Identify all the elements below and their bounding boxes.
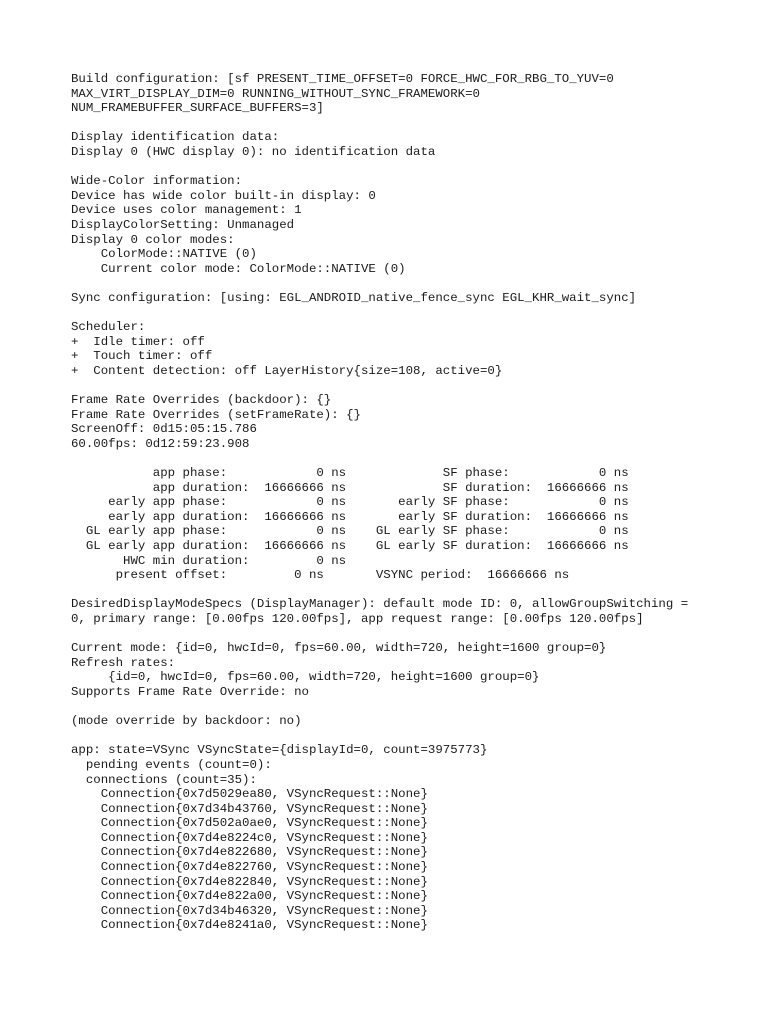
text-line: ScreenOff: 0d15:05:15.786 (71, 422, 257, 437)
text-line: Current mode: {id=0, hwcId=0, fps=60.00, width=720, height=1600 group=0} (71, 641, 607, 656)
text-line: Display identification data: (71, 130, 280, 145)
text-line: Display 0 (HWC display 0): no identification data (71, 144, 436, 159)
text-line: Current color mode: ColorMode::NATIVE (0) (71, 261, 406, 276)
text-line: + Idle timer: off (71, 334, 205, 349)
text-line: GL early app phase: 0 ns GL early SF phase: 0 ns (71, 524, 629, 539)
dumpsys-text-block (71, 72, 688, 933)
text-line: Frame Rate Overrides (backdoor): {} (71, 393, 332, 408)
text-line: Connection{0x7d4e8224c0, VSyncRequest::None} (71, 830, 428, 845)
text-line: Connection{0x7d34b43760, VSyncRequest::None} (71, 801, 428, 816)
text-line: ColorMode::NATIVE (0) (71, 247, 257, 262)
text-line: early app duration: 16666666 ns early SF duration: 16666666 ns (71, 509, 629, 524)
text-line: Scheduler: (71, 320, 146, 335)
text-line: GL early app duration: 16666666 ns GL early SF duration: 16666666 ns (71, 539, 629, 553)
text-line: MAX_VIRT_DISPLAY_DIM=0 RUNNING_WITHOUT_SYNC_FRAMEWORK=0 (71, 86, 480, 101)
text-line: Device uses color management: 1 (71, 203, 302, 218)
text-line: Supports Frame Rate Override: no (71, 684, 309, 699)
text-line: + Content detection: off LayerHistory{size=108, active=0} (71, 363, 503, 378)
text-line: app: state=VSync VSyncState={displayId=0, count=3975773} (71, 743, 488, 758)
text-line: + Touch timer: off (71, 349, 213, 364)
text-line: {id=0, hwcId=0, fps=60.00, width=720, height=1600 group=0} (71, 670, 540, 685)
text-line: Connection{0x7d4e822680, VSyncRequest::None} (71, 845, 428, 860)
text-line: NUM_FRAMEBUFFER_SURFACE_BUFFERS=3] (71, 101, 324, 116)
text-line: Connection{0x7d4e822840, VSyncRequest::None} (71, 874, 428, 889)
text-line: Connection{0x7d502a0ae0, VSyncRequest::None} (71, 816, 428, 831)
text-line: Display 0 color modes: (71, 232, 235, 247)
text-line: early app phase: 0 ns early SF phase: 0 ns (71, 495, 629, 510)
text-line (71, 729, 688, 744)
text-line: connections (count=35): (71, 772, 257, 787)
text-line (71, 276, 688, 291)
text-line: app phase: 0 ns SF phase: 0 ns (71, 466, 629, 481)
text-line: (mode override by backdoor: no) (71, 714, 302, 729)
text-line: 60.00fps: 0d12:59:23.908 (71, 436, 250, 451)
text-line: Connection{0x7d5029ea80, VSyncRequest::None} (71, 787, 428, 802)
text-line (71, 451, 688, 466)
text-line: Device has wide color built-in display: 0 (71, 188, 376, 203)
text-line: DisplayColorSetting: Unmanaged (71, 217, 295, 232)
text-line: HWC min duration: 0 ns (71, 553, 347, 568)
text-line: Connection{0x7d4e822760, VSyncRequest::None} (71, 860, 428, 875)
text-line (71, 116, 688, 131)
text-line (71, 627, 688, 642)
text-line: Wide-Color information: (71, 174, 243, 189)
text-line: Refresh rates: (71, 655, 176, 670)
text-line (71, 700, 688, 715)
text-line: Connection{0x7d34b46320, VSyncRequest::None} (71, 903, 428, 918)
text-line: Sync configuration: [using: EGL_ANDROID_native_fence_sync EGL_KHR_wait_sync] (71, 290, 637, 305)
text-line: 0, primary range: [0.00fps 120.00fps], app request range: [0.00fps 120.00fps] (71, 611, 644, 626)
text-line (71, 378, 688, 393)
text-line: pending events (count=0): (71, 757, 272, 772)
text-line: Connection{0x7d4e822a00, VSyncRequest::None} (71, 889, 428, 904)
text-line (71, 583, 688, 598)
text-line: app duration: 16666666 ns SF duration: 16666666 ns (71, 480, 629, 495)
text-line: Connection{0x7d4e8241a0, VSyncRequest::None} (71, 918, 428, 933)
text-line: Frame Rate Overrides (setFrameRate): {} (71, 407, 361, 422)
text-line: present offset: 0 ns VSYNC period: 16666666 ns (71, 568, 570, 583)
text-line: Build configuration: [sf PRESENT_TIME_OFFSET=0 FORCE_HWC_FOR_RBG_TO_YUV=0 (71, 72, 614, 86)
text-line (71, 306, 688, 321)
text-line (71, 160, 688, 175)
text-line: DesiredDisplayModeSpecs (DisplayManager): default mode ID: 0, allowGroupSwitching = (71, 597, 689, 612)
